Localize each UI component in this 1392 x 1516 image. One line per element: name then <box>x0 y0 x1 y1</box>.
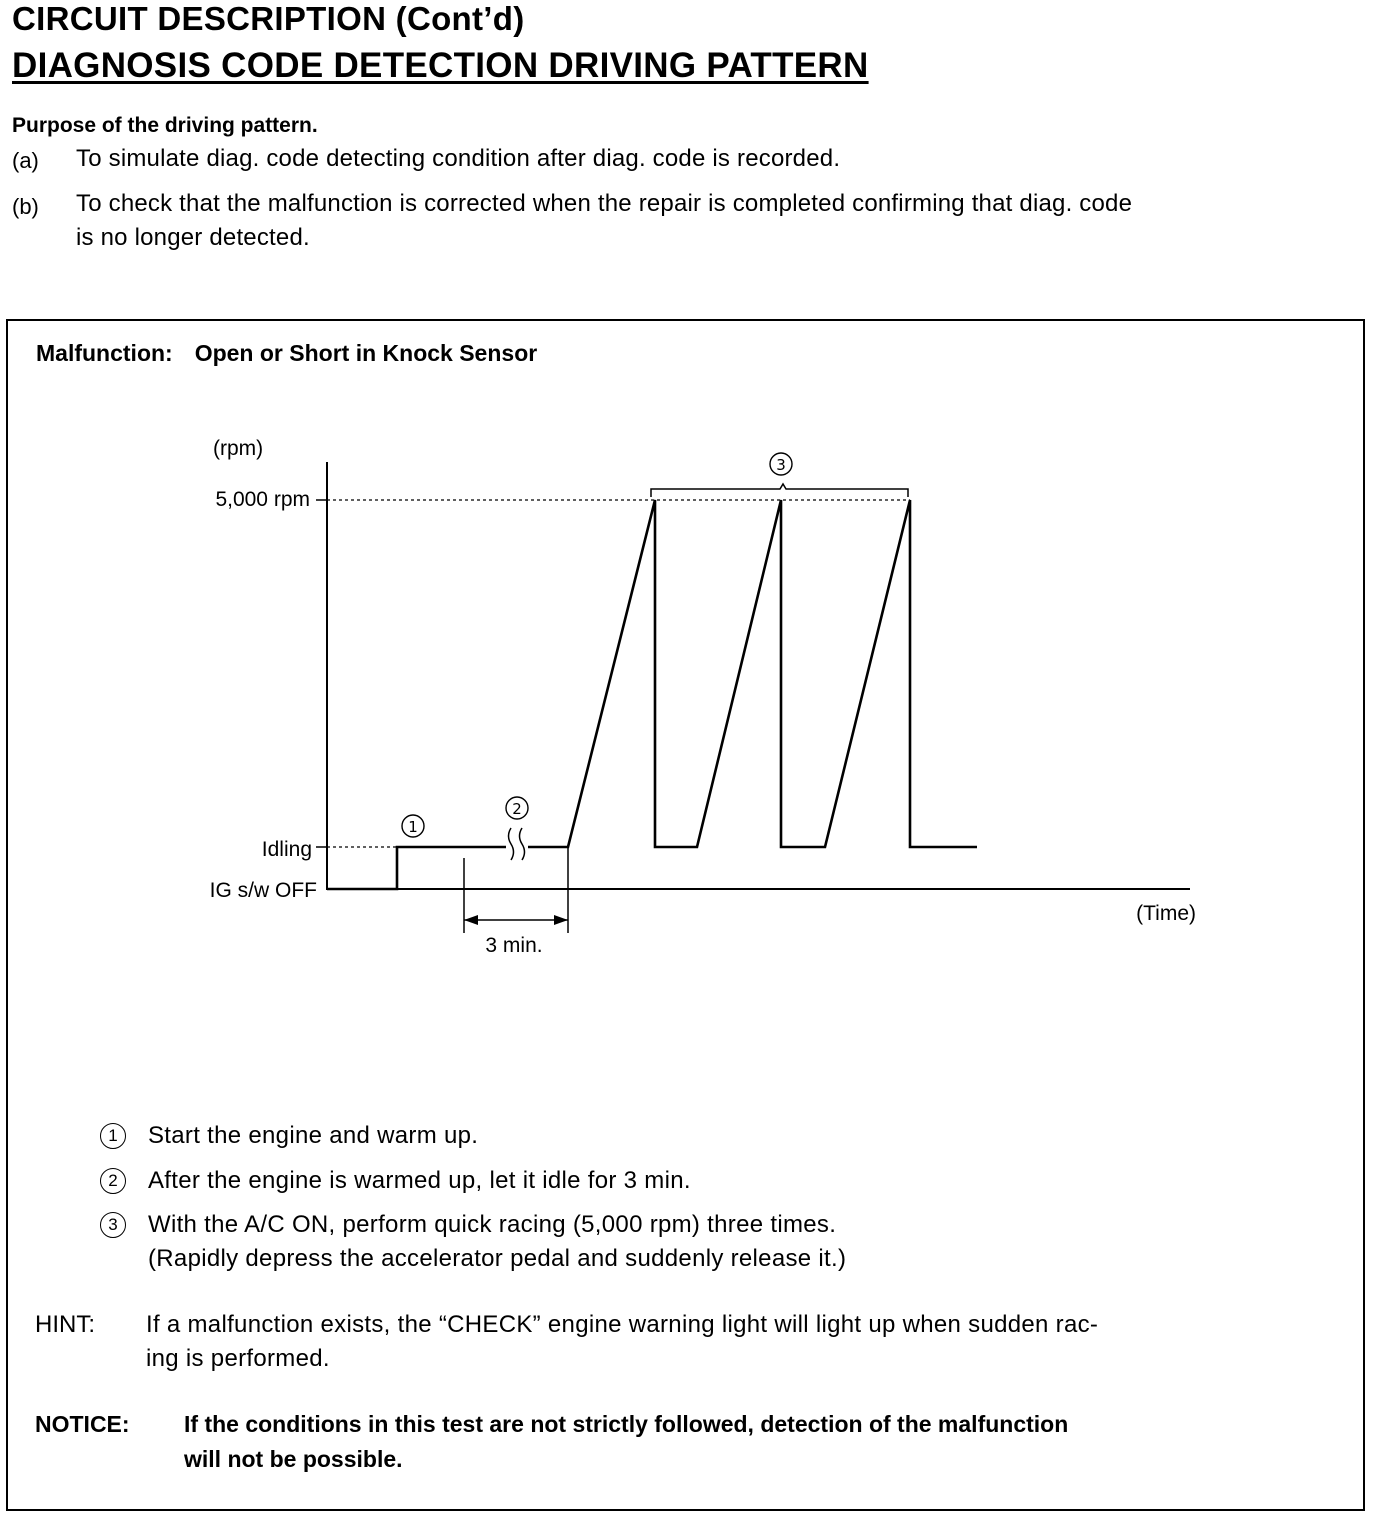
tick-label-idling: Idling <box>261 838 312 861</box>
marker-2: 2 <box>512 800 522 818</box>
step-2 <box>100 1168 126 1194</box>
notice-line1: If the conditions in this test are not strictly followed, detection of the malfunction <box>184 1411 1069 1437</box>
hint-line2: ing is performed. <box>146 1345 330 1372</box>
item-b-text-line1: To check that the malfunction is corrected when the repair is completed confirming that diag. code <box>76 190 1133 217</box>
hint-line1: If a malfunction exists, the “CHECK” engine warning light will light up when sudden rac- <box>146 1311 1099 1338</box>
x-axis-label: (Time) <box>1136 902 1196 925</box>
section-title: DIAGNOSIS CODE DETECTION DRIVING PATTERN <box>12 46 869 85</box>
step-2-text: After the engine is warmed up, let it idle for 3 min. <box>148 1167 691 1194</box>
malfunction-value: Open or Short in Knock Sensor <box>194 340 538 366</box>
step-3 <box>100 1212 126 1238</box>
y-axis-label: (rpm) <box>213 437 264 460</box>
step-1-num: 1 <box>100 1123 126 1149</box>
marker-1: 1 <box>408 818 418 836</box>
step-3-num: 3 <box>100 1212 126 1238</box>
item-b-label: (b) <box>12 194 39 219</box>
tick-label-ig-off: IG s/w OFF <box>209 879 317 902</box>
step-3-text: With the A/C ON, perform quick racing (5,000 rpm) three times. <box>148 1211 837 1238</box>
marker-3: 3 <box>776 456 786 474</box>
notice-line2: will not be possible. <box>184 1446 403 1472</box>
dim-arrow-right <box>554 915 568 925</box>
hint-label: HINT: <box>35 1311 95 1338</box>
item-a-label: (a) <box>12 148 39 173</box>
purpose-heading: Purpose of the driving pattern. <box>12 114 318 137</box>
racing-brace <box>651 484 908 497</box>
malfunction-label: Malfunction: <box>36 340 173 366</box>
duration-label: 3 min. <box>485 934 543 957</box>
step-1 <box>100 1123 126 1149</box>
tick-label-5000: 5,000 rpm <box>215 488 310 511</box>
step-1-text: Start the engine and warm up. <box>148 1122 479 1149</box>
step-3-text2: (Rapidly depress the accelerator pedal and suddenly release it.) <box>148 1245 847 1272</box>
dim-arrow-left <box>464 915 478 925</box>
item-b-text-line2: is no longer detected. <box>76 224 310 251</box>
item-a-text: To simulate diag. code detecting condition after diag. code is recorded. <box>76 145 841 172</box>
rpm-trace-line <box>327 500 977 889</box>
page-title: CIRCUIT DESCRIPTION (Cont’d) <box>12 0 525 37</box>
notice-label: NOTICE: <box>35 1411 130 1437</box>
step-2-num: 2 <box>100 1168 126 1194</box>
